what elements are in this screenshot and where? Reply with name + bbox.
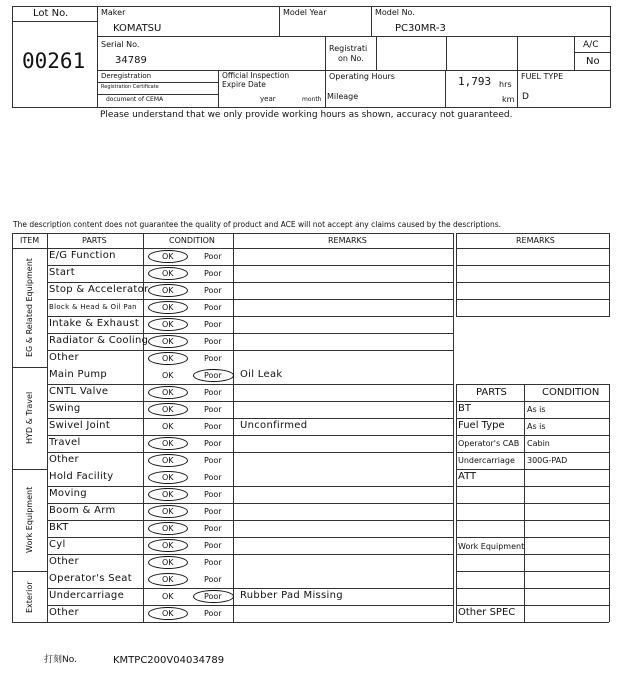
condition-poor-label: Poor	[204, 422, 222, 431]
grid-line	[456, 299, 609, 300]
part-name: Main Pump	[49, 369, 108, 380]
part-name: Moving	[49, 488, 87, 499]
model-year-label: Model Year	[283, 8, 327, 17]
right-part-name: Fuel Type	[458, 420, 505, 431]
fuel-type-value: D	[522, 92, 529, 102]
grid-line	[609, 233, 610, 317]
part-name: E/G Function	[49, 250, 116, 261]
part-name: Other	[49, 607, 79, 618]
grid-line	[456, 233, 609, 234]
condition-poor-label: Poor	[204, 507, 222, 516]
condition-poor-label: Poor	[204, 371, 222, 380]
condition-poor-label: Poor	[204, 405, 222, 414]
right-condition-value: 300G-PAD	[527, 456, 568, 465]
grid-line	[609, 384, 610, 622]
condition-ok-label: OK	[162, 286, 174, 295]
part-name: Swivel Joint	[49, 420, 111, 431]
grid-line	[456, 520, 609, 521]
condition-ok-label: OK	[162, 303, 174, 312]
group-label: HYD & Travel	[24, 391, 34, 444]
right-condition-value: Cabin	[527, 439, 550, 448]
column-header-remarks: REMARKS	[328, 236, 367, 245]
grid-line	[456, 316, 609, 317]
lot-no-value: 00261	[22, 49, 86, 73]
part-name: Radiator & Cooling	[49, 335, 149, 346]
condition-poor-label: Poor	[204, 490, 222, 499]
column-header-item: ITEM	[20, 236, 40, 245]
maker-label: Maker	[101, 8, 126, 17]
part-name: Other	[49, 352, 79, 363]
condition-ok-label: OK	[162, 388, 174, 397]
condition-poor-label: Poor	[204, 524, 222, 533]
column-header-condition: CONDITION	[169, 236, 215, 245]
grid-line	[456, 503, 609, 504]
other-spec-label: Other SPEC	[458, 607, 516, 618]
condition-ok-label: OK	[162, 609, 174, 618]
group-label: Exterior	[24, 580, 34, 613]
grid-line	[456, 571, 609, 572]
condition-ok-label: OK	[162, 422, 174, 431]
document-of-cema-label: document of CEMA	[106, 96, 164, 103]
condition-poor-label: Poor	[204, 609, 222, 618]
condition-poor-label: Poor	[204, 320, 222, 329]
work-equipment-label: Work Equipment	[458, 542, 525, 551]
remark-text: Rubber Pad Missing	[240, 590, 343, 601]
model-no-value: PC30MR-3	[395, 23, 446, 34]
part-name: Cyl	[49, 539, 66, 550]
right-remarks-header: REMARKS	[516, 236, 555, 245]
condition-poor-label: Poor	[204, 439, 222, 448]
hrs-unit: hrs	[499, 80, 512, 89]
part-name: Other	[49, 454, 79, 465]
part-name: Boom & Arm	[49, 505, 116, 516]
remark-text: Unconfirmed	[240, 420, 308, 431]
condition-ok-label: OK	[162, 354, 174, 363]
grid-line	[456, 401, 609, 402]
grid-line	[456, 265, 609, 266]
operating-hours-label: Operating Hours	[329, 72, 395, 81]
condition-ok-label: OK	[162, 507, 174, 516]
condition-ok-label: OK	[162, 439, 174, 448]
condition-ok-label: OK	[162, 371, 174, 380]
grid-line	[456, 452, 609, 453]
part-name: Operator's Seat	[49, 573, 132, 584]
condition-poor-label: Poor	[204, 354, 222, 363]
part-name: Other	[49, 556, 79, 567]
group-label: EG & Related Equipment	[24, 258, 34, 357]
part-name: Hold Facility	[49, 471, 114, 482]
registration-certificate-label: Registration Certificate	[101, 84, 159, 90]
official-inspection-label-1: Official Inspection	[222, 71, 290, 80]
right-condition-header: CONDITION	[542, 387, 600, 398]
grid-line	[456, 384, 609, 385]
year-label: year	[260, 95, 276, 103]
condition-ok-label: OK	[162, 320, 174, 329]
condition-poor-label: Poor	[204, 473, 222, 482]
condition-ok-label: OK	[162, 269, 174, 278]
grid-line	[456, 469, 609, 470]
condition-ok-label: OK	[162, 490, 174, 499]
right-condition-value: As is	[527, 422, 546, 431]
right-part-name: Operator's CAB	[458, 439, 520, 448]
serial-no-value: 34789	[115, 55, 147, 66]
condition-ok-label: OK	[162, 558, 174, 567]
grid-line	[456, 418, 609, 419]
footer-serial-value: KMTPC200V04034789	[113, 655, 225, 666]
grid-line	[456, 248, 609, 249]
group-label: Work Equipment	[24, 486, 34, 553]
km-unit: km	[502, 95, 515, 104]
official-inspection-label-2: Expire Date	[222, 80, 266, 89]
condition-poor-label: Poor	[204, 337, 222, 346]
part-name: Start	[49, 267, 75, 278]
month-label: month	[302, 96, 322, 103]
condition-poor-label: Poor	[204, 592, 222, 601]
condition-poor-label: Poor	[204, 303, 222, 312]
grid-line	[456, 282, 609, 283]
condition-poor-label: Poor	[204, 286, 222, 295]
condition-ok-label: OK	[162, 575, 174, 584]
part-name: CNTL Valve	[49, 386, 109, 397]
maker-value: KOMATSU	[113, 23, 162, 34]
condition-ok-label: OK	[162, 456, 174, 465]
att-label: ATT	[458, 471, 477, 482]
condition-ok-label: OK	[162, 473, 174, 482]
condition-ok-label: OK	[162, 337, 174, 346]
disclaimer-text: The description content does not guarantee the quality of product and ACE will not accept any claims caused by the descriptions.	[13, 220, 502, 229]
mileage-label: Mileage	[327, 92, 359, 101]
grid-line	[456, 486, 609, 487]
remark-text: Oil Leak	[240, 369, 283, 380]
grid-line	[456, 537, 609, 538]
part-name: Stop & Accelerator	[49, 284, 149, 295]
condition-ok-label: OK	[162, 541, 174, 550]
grid-line	[456, 435, 609, 436]
ac-value: No	[586, 56, 600, 67]
right-parts-header: PARTS	[476, 387, 507, 398]
part-name: BKT	[49, 522, 69, 533]
registration-no-label-2: on No.	[338, 54, 364, 63]
condition-poor-label: Poor	[204, 558, 222, 567]
condition-ok-label: OK	[162, 524, 174, 533]
condition-poor-label: Poor	[204, 541, 222, 550]
condition-poor-label: Poor	[204, 269, 222, 278]
grid-line	[456, 605, 609, 606]
model-no-label: Model No.	[375, 8, 415, 17]
right-part-name: Undercarriage	[458, 456, 515, 465]
grid-line	[456, 588, 609, 589]
deregistration-label: Deregistration	[101, 72, 152, 80]
condition-ok-label: OK	[162, 252, 174, 261]
right-condition-value: As is	[527, 405, 546, 414]
fuel-type-label: FUEL TYPE	[521, 72, 564, 81]
grid-line	[456, 233, 457, 317]
part-name: Block & Head & Oil Pan	[49, 303, 137, 311]
ac-label: A/C	[583, 40, 599, 50]
footer-serial-label: 打刻No.	[44, 655, 77, 665]
part-name: Intake & Exhaust	[49, 318, 140, 329]
registration-no-label-1: Registrati	[329, 44, 368, 53]
right-part-name: BT	[458, 403, 471, 414]
part-name: Travel	[49, 437, 81, 448]
condition-poor-label: Poor	[204, 575, 222, 584]
serial-no-label: Serial No.	[101, 40, 140, 49]
lot-no-label: Lot No.	[33, 8, 69, 19]
grid-line	[456, 622, 609, 623]
condition-ok-label: OK	[162, 592, 174, 601]
grid-line	[456, 554, 609, 555]
part-name: Swing	[49, 403, 81, 414]
operating-hours-value: 1,793	[458, 75, 492, 88]
part-name: Undercarriage	[49, 590, 125, 601]
condition-poor-label: Poor	[204, 252, 222, 261]
condition-ok-label: OK	[162, 405, 174, 414]
column-header-parts: PARTS	[82, 236, 107, 245]
condition-poor-label: Poor	[204, 456, 222, 465]
condition-poor-label: Poor	[204, 388, 222, 397]
working-hours-note: Please understand that we only provide working hours as shown, accuracy not guaranteed.	[100, 110, 513, 120]
